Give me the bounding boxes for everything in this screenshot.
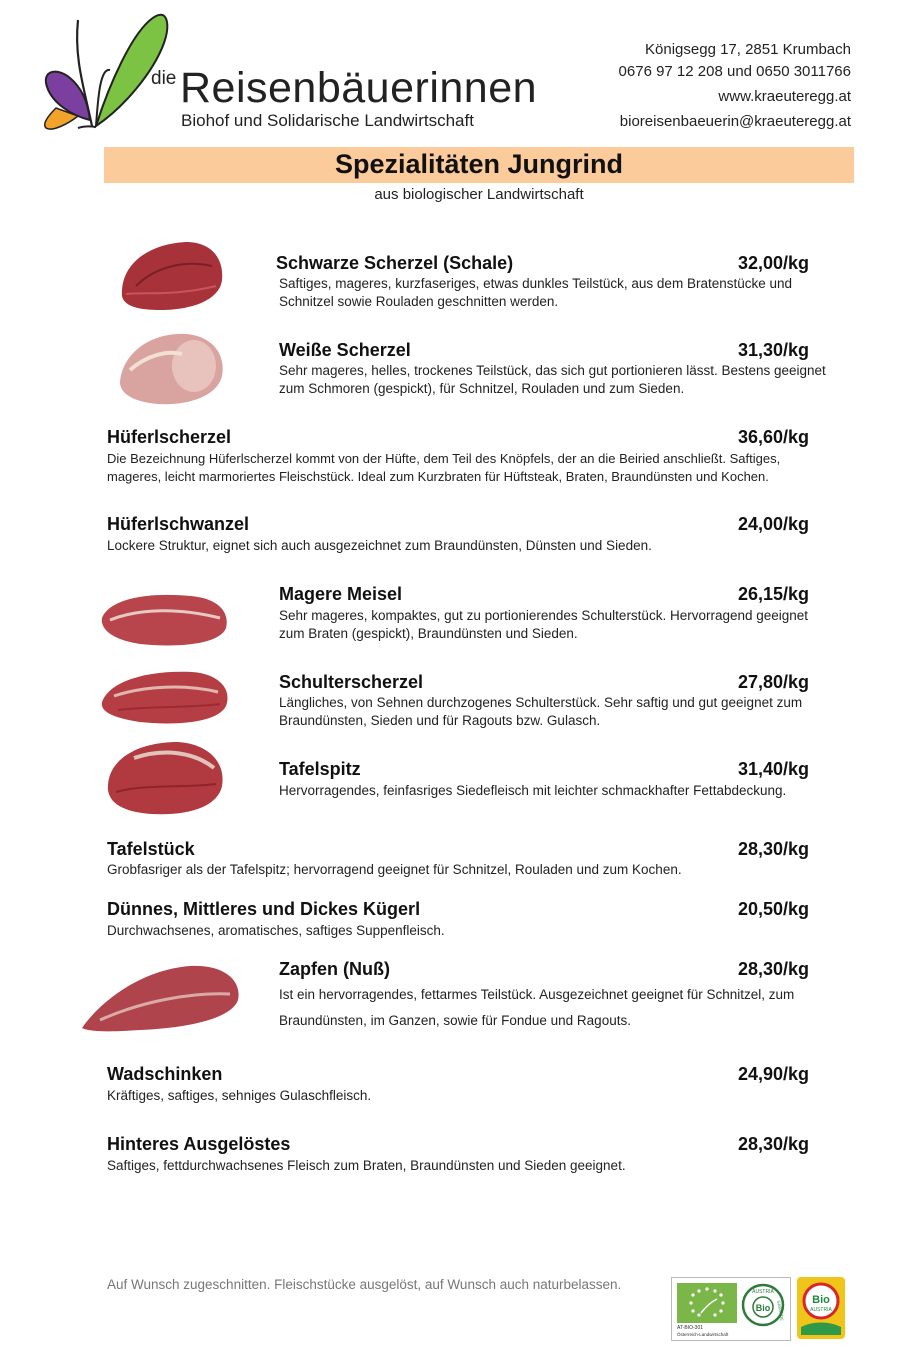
eu-organic-code: AT-BIO-301 bbox=[677, 1325, 704, 1331]
item-price: 36,60/kg bbox=[738, 427, 810, 447]
logo-prefix: die bbox=[151, 68, 177, 89]
meat-photo-icon bbox=[116, 236, 228, 316]
item-price: 20,50/kg bbox=[738, 899, 810, 919]
item-name: Tafelstück bbox=[107, 839, 195, 859]
item-price: 27,80/kg bbox=[738, 672, 810, 692]
logo-name: Reisenbäuerinnen bbox=[180, 64, 538, 112]
meat-photo-icon bbox=[100, 666, 232, 728]
item-name: Zapfen (Nuß) bbox=[279, 959, 390, 979]
item-description: Die Bezeichnung Hüferlscherzel kommt von der Hüfte, dem Teil des Knöpfels, der an die Beiried anschließt. Saftiges, mageres, leicht marmoriertes Fleischstück. Ideal zum Kurzbraten für Hüftsteak, Braten, Braundünsten und Kochen. bbox=[107, 451, 781, 484]
page-subtitle: aus biologischer Landwirtschaft bbox=[374, 186, 584, 203]
item-price: 24,00/kg bbox=[738, 514, 810, 534]
website-link[interactable]: www.kraeuteregg.at bbox=[718, 88, 851, 105]
austria-seal-side: GARANTIE bbox=[776, 1300, 785, 1322]
item-price: 31,30/kg bbox=[738, 340, 810, 360]
bio-austria-logo-icon bbox=[797, 1277, 845, 1339]
bio-austria-small: AUSTRIA bbox=[810, 1307, 832, 1313]
item-price: 26,15/kg bbox=[738, 584, 810, 604]
eu-organic-logo-icon bbox=[677, 1283, 737, 1323]
certification-badges bbox=[671, 1277, 791, 1341]
item-price: 24,90/kg bbox=[738, 1064, 810, 1084]
item-description: Sehr mageres, helles, trockenes Teilstück, das sich gut portionieren lässt. Bestens geeignet zum Schmoren (gespickt), für Schnitzel, Rouladen und zum Sieden. bbox=[279, 363, 826, 396]
page-title: Spezialitäten Jungrind bbox=[334, 149, 624, 179]
item-description: Ist ein hervorragendes, fettarmes Teilstück. Ausgezeichnet geeignet für Schnitzel, zum Braundünsten, im Ganzen, sowie für Fondue und Ragouts. bbox=[279, 987, 795, 1028]
item-name: Tafelspitz bbox=[279, 759, 361, 779]
item-price: 32,00/kg bbox=[738, 253, 810, 273]
item-name: Schulterscherzel bbox=[279, 672, 424, 692]
item-name: Dünnes, Mittleres und Dickes Kügerl bbox=[107, 899, 421, 919]
item-description: Grobfasriger als der Tafelspitz; hervorragend geeignet für Schnitzel, Rouladen und zum Kochen. bbox=[107, 862, 682, 877]
item-name: Hüferlscherzel bbox=[107, 427, 232, 447]
item-name: Wadschinken bbox=[107, 1064, 223, 1084]
bio-austria-big: Bio bbox=[812, 1294, 830, 1306]
item-name: Hüferlschwanzel bbox=[107, 514, 250, 534]
item-description: Sehr mageres, kompaktes, gut zu portionierendes Schulterstück. Hervorragend geeignet zum Braten (gespickt), Braundünsten und Sieden. bbox=[279, 608, 809, 641]
footer-note: Auf Wunsch zugeschnitten. Fleischstücke ausgelöst, auf Wunsch auch naturbelassen. bbox=[107, 1277, 622, 1292]
meat-photo-icon bbox=[116, 326, 228, 408]
item-description: Saftiges, mageres, kurzfaseriges, etwas dunkles Teilstück, aus dem Bratenstücke und Schnitzel sowie Rouladen geschnitten werden. bbox=[279, 276, 793, 309]
item-description: Längliches, von Sehnen durchzogenes Schulterstück. Sehr saftig und gut geeignet zum Braundünsten, Sieden und für Ragouts bzw. Gulasch. bbox=[279, 695, 803, 728]
austria-seal-bio: Bio bbox=[755, 1303, 771, 1313]
item-name: Weiße Scherzel bbox=[279, 340, 411, 360]
item-description: Lockere Struktur, eignet sich auch ausgezeichnet zum Braundünsten, Dünsten und Sieden. bbox=[107, 538, 652, 553]
item-description: Durchwachsenes, aromatisches, saftiges Suppenfleisch. bbox=[107, 923, 445, 938]
item-description: Kräftiges, saftiges, sehniges Gulaschfleisch. bbox=[107, 1088, 372, 1103]
meat-photo-icon bbox=[100, 588, 232, 650]
meat-photo-icon bbox=[80, 962, 244, 1034]
item-price: 28,30/kg bbox=[738, 839, 810, 859]
logo-subtitle: Biohof und Solidarische Landwirtschaft bbox=[181, 111, 474, 130]
address: Königsegg 17, 2851 Krumbach bbox=[645, 41, 851, 58]
item-name: Magere Meisel bbox=[279, 584, 403, 604]
eu-organic-origin: Österreich-Landwirtschaft bbox=[677, 1332, 729, 1337]
item-price: 31,40/kg bbox=[738, 759, 810, 779]
item-price: 28,30/kg bbox=[738, 1134, 810, 1154]
item-name: Hinteres Ausgelöstes bbox=[107, 1134, 291, 1154]
item-description: Hervorragendes, feinfasriges Siedefleisch mit leichter schmackhafter Fettabdeckung. bbox=[279, 783, 787, 798]
meat-photo-icon bbox=[104, 738, 228, 818]
email-link[interactable]: bioreisenbaeuerin@kraeuteregg.at bbox=[619, 113, 851, 130]
item-description: Saftiges, fettdurchwachsenes Fleisch zum Braten, Braundünsten und Sieden geeignet. bbox=[107, 1158, 626, 1173]
phone-numbers: 0676 97 12 208 und 0650 3011766 bbox=[618, 63, 851, 80]
austria-seal-label: AUSTRIA bbox=[752, 1289, 774, 1295]
item-price: 28,30/kg bbox=[738, 959, 810, 979]
austria-bio-garantie-seal-icon bbox=[741, 1281, 787, 1337]
item-name: Schwarze Scherzel (Schale) bbox=[276, 253, 514, 273]
